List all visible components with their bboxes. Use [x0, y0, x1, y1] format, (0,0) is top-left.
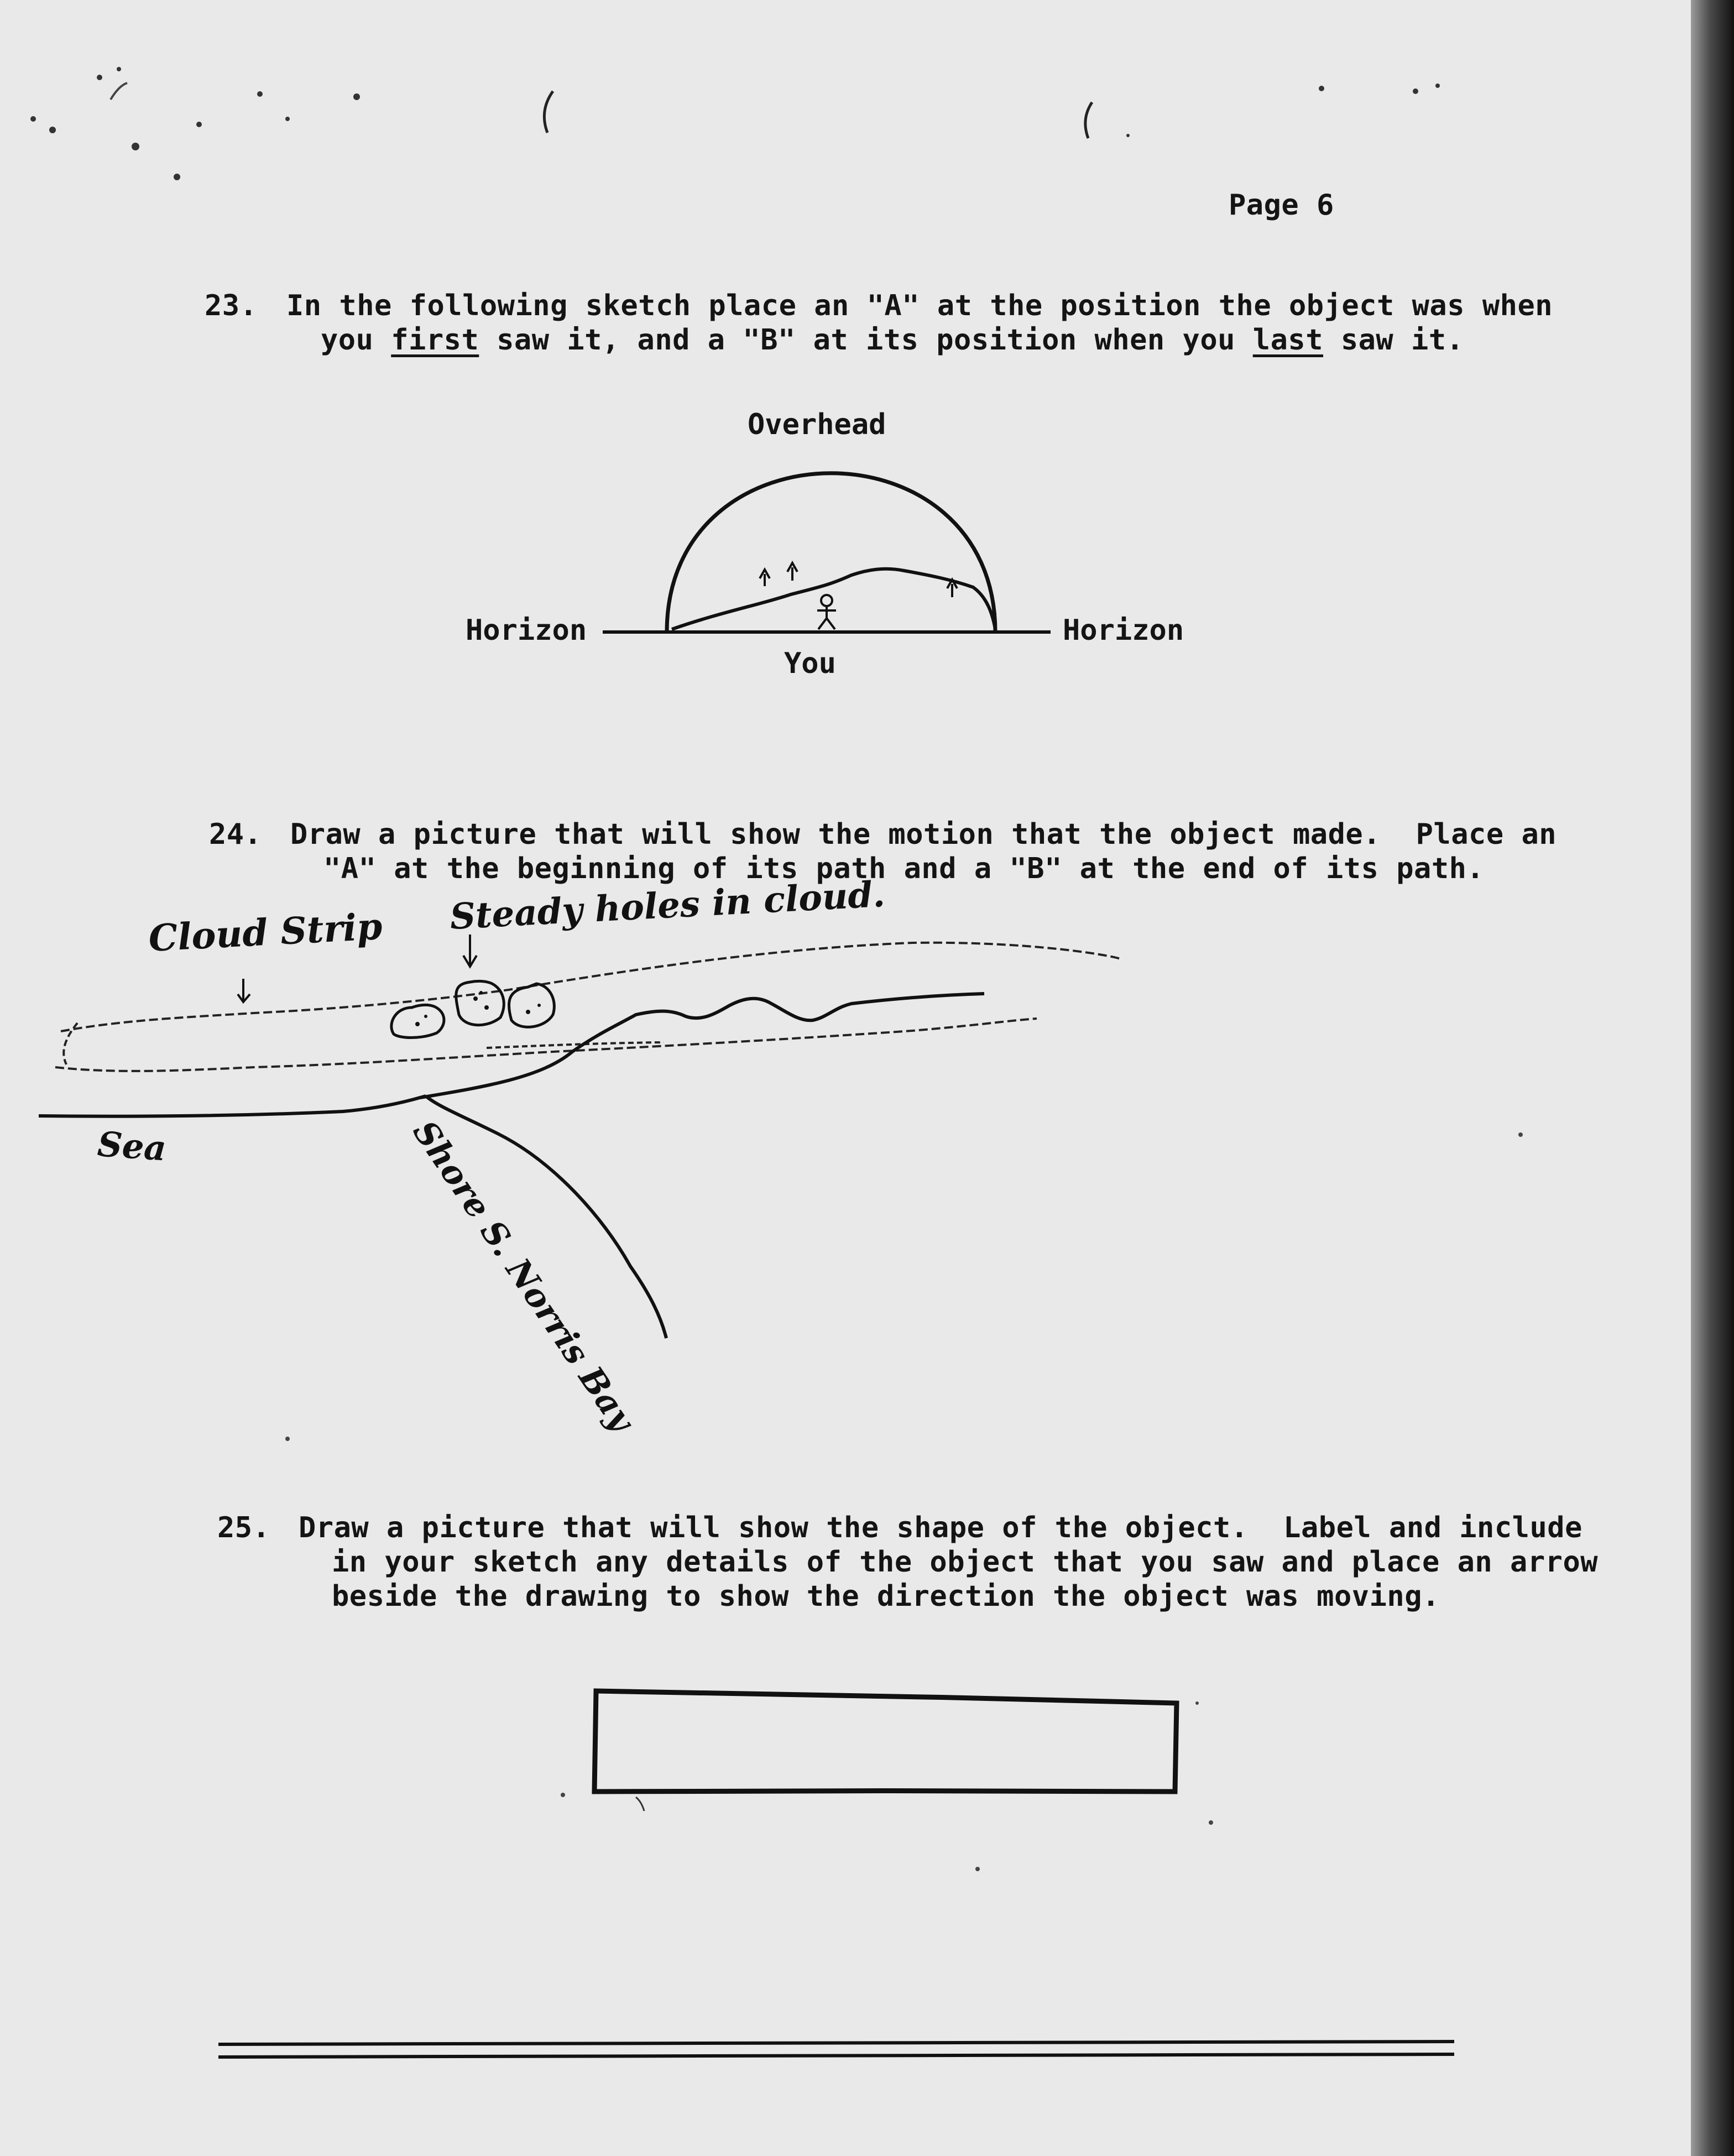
handwritten-cloud-strip: Cloud Strip [147, 904, 384, 960]
diagram-horizon-right-label: Horizon [1063, 614, 1184, 647]
question-24-line-1: Draw a picture that will show the motion that the object made. Place an [290, 818, 1557, 851]
handwritten-sea: Sea [96, 1124, 168, 1169]
object-shape-rectangle [594, 1691, 1177, 1792]
question-25-line-2: in your sketch any details of the object that you saw and place an arrow [332, 1546, 1599, 1579]
q23-word-last: last [1252, 323, 1324, 357]
question-23-line-1: In the following sketch place an "A" at the position the object was when [286, 289, 1553, 322]
question-25-line-3: beside the drawing to show the direction the object was moving. [332, 1580, 1440, 1613]
question-24-number: 24. [209, 818, 262, 851]
handwritten-steady-holes: Steady holes in cloud. [448, 873, 886, 938]
question-25-number: 25. [217, 1511, 270, 1544]
bottom-rule-bottom [218, 2054, 1454, 2057]
q23-word-first: first [391, 323, 479, 357]
q23-line-2-mid: saw it, and a "B" at its position when you [479, 323, 1253, 357]
question-25-line-1: Draw a picture that will show the shape of the object. Label and include [299, 1511, 1582, 1544]
scan-edge-shadow [1691, 0, 1734, 2156]
question-24-line-2: "A" at the beginning of its path and a "B" at the end of its path. [323, 852, 1485, 885]
question-23-number: 23. [205, 289, 258, 322]
handwritten-shore: Shore S. Norris Bay [405, 1114, 642, 1439]
bottom-rule-top [218, 2042, 1454, 2044]
page-number: Page 6 [1229, 189, 1334, 222]
diagram-overhead-label: Overhead [748, 408, 886, 441]
q23-line-2-pre: you [321, 323, 391, 357]
diagram-horizon-left-label: Horizon [466, 614, 587, 647]
diagram-you-label: You [784, 647, 836, 680]
q23-line-2-post: saw it. [1323, 323, 1464, 357]
